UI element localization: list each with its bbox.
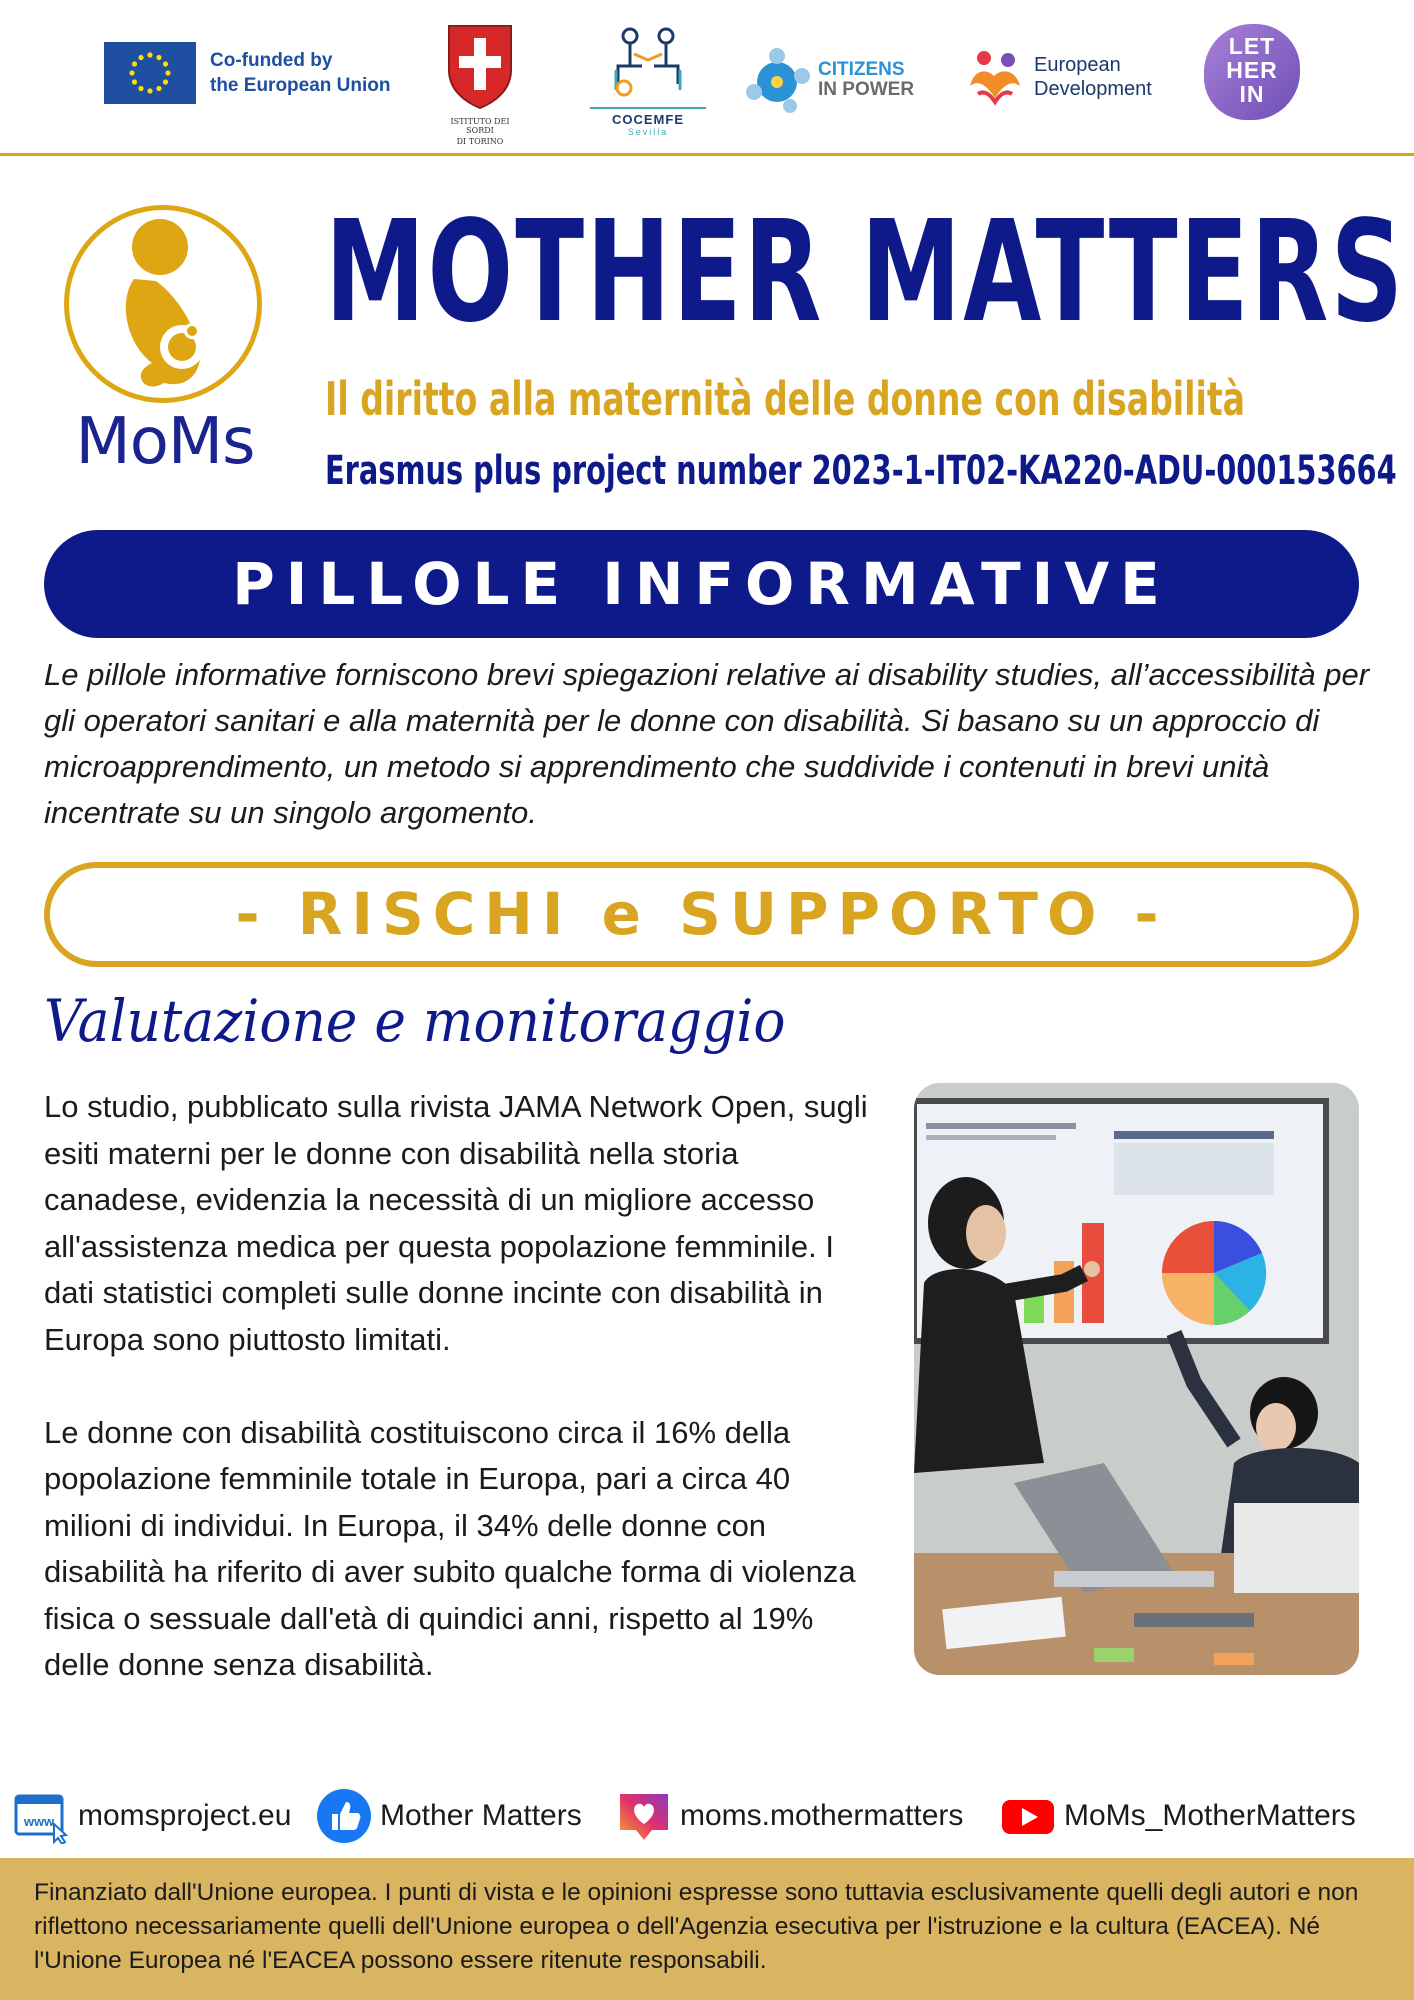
moms-logo bbox=[60, 205, 270, 485]
cocemfe-name: COCEMFE bbox=[590, 107, 706, 127]
website-label: momsproject.eu bbox=[78, 1799, 292, 1832]
instagram-heart-icon bbox=[616, 1788, 672, 1844]
presentation-photo bbox=[914, 1083, 1359, 1675]
social-links-bar bbox=[14, 1788, 1414, 1844]
eu-disclaimer-footer bbox=[0, 1858, 1414, 2000]
istituto-caption-2: DI TORINO bbox=[456, 137, 504, 146]
svg-text:www: www bbox=[23, 1814, 55, 1829]
citizens-puzzle-icon bbox=[742, 46, 812, 114]
eu-text-line1: Co-funded by bbox=[210, 50, 333, 71]
article-body bbox=[44, 1084, 874, 1689]
website-link[interactable] bbox=[14, 1788, 291, 1844]
paragraph-1: Lo studio, pubblicato sulla rivista JAMA Network Open, sugli esiti materni per le donne con disabilità nella storia canadese, evidenzia la necessità di un migliore accesso all'assistenza medica per questa popolazione femminile. I dati statistici completi sulle donne incinte con disabilità in Europa sono piuttosto limitati. bbox=[44, 1089, 868, 1357]
instagram-label: moms.mothermatters bbox=[680, 1799, 964, 1832]
european-development-logo bbox=[964, 46, 1152, 108]
people-table-icon bbox=[608, 24, 688, 100]
lether-line3: IN bbox=[1239, 81, 1265, 107]
youtube-link[interactable] bbox=[1000, 1788, 1356, 1844]
istituto-sordi-torino-logo bbox=[440, 22, 520, 146]
facebook-label: Mother Matters bbox=[380, 1799, 582, 1832]
page-title: MOTHER MATTERS bbox=[325, 191, 1406, 354]
info-pill-banner: PILLOLE INFORMATIVE bbox=[44, 530, 1359, 638]
moms-logo-label: MoMs bbox=[75, 405, 255, 479]
facebook-like-icon bbox=[316, 1788, 372, 1844]
partner-logo-bar bbox=[0, 0, 1414, 155]
intro-text: Le pillole informative forniscono brevi spiegazioni relative ai disability studies, all’accessibilità per gli operatori sanitari e alla maternità per le donne con disabilità. Si basano su un approccio di microapprendimento, un metodo si apprendimento che suddivide i contenuti in brevi unità incentrate su un singolo argomento. bbox=[44, 657, 1370, 830]
section-heading: Valutazione e monitoraggio bbox=[44, 987, 786, 1055]
mother-child-icon bbox=[60, 205, 270, 415]
topic-pill-banner: - RISCHI e SUPPORTO - bbox=[44, 862, 1359, 967]
cocemfe-sub: Sevilla bbox=[627, 127, 669, 137]
youtube-label: MoMs_MotherMatters bbox=[1064, 1799, 1356, 1832]
red-cross-shield-icon bbox=[445, 22, 515, 110]
citizens-in-power-logo bbox=[742, 46, 914, 114]
istituto-caption-1: ISTITUTO DEI SORDI bbox=[450, 117, 510, 135]
lether-line1: LET bbox=[1228, 33, 1276, 59]
paragraph-2: Le donne con disabilità costituiscono circa il 16% della popolazione femminile totale in Europa, pari a circa 40 milioni di individui. In Europa, il 34% delle donne con disabilità ha riferito di aver subito qualche forma di violenza fisica o sessuale dall'età di quindici anni, rispetto al 19% delle donne senza disabilità. bbox=[44, 1414, 856, 1682]
project-number: Erasmus plus project number 2023-1-IT02-KA220-ADU-000153664 bbox=[325, 448, 1397, 494]
eu-flag-icon bbox=[104, 42, 196, 104]
youtube-play-icon bbox=[1000, 1788, 1056, 1844]
lether-line2: HER bbox=[1226, 57, 1278, 83]
citizens-line2: IN POWER bbox=[818, 79, 915, 100]
ed-line1: European bbox=[1034, 54, 1121, 76]
european-development-people-icon bbox=[964, 46, 1026, 108]
instagram-link[interactable] bbox=[616, 1788, 963, 1844]
ed-line2: Development bbox=[1034, 78, 1152, 100]
page-subtitle: Il diritto alla maternità delle donne con disabilità bbox=[325, 372, 1246, 426]
header-divider bbox=[0, 153, 1414, 156]
eu-cofunded-logo bbox=[104, 42, 391, 104]
let-her-in-logo bbox=[1204, 24, 1300, 120]
cocemfe-logo bbox=[590, 24, 706, 137]
disclaimer-text: Finanziato dall'Unione europea. I punti di vista e le opinioni espresse sono tuttavia esclusivamente quelli degli autori e non riflettono necessariamente quelli dell'Unione europea o dell'Agenzia esecutiva per l'istruzione e la cultura (EACEA). Né l'Unione Europea né l'EACEA possono essere ritenute responsabili. bbox=[34, 1879, 1359, 1974]
facebook-link[interactable] bbox=[316, 1788, 582, 1844]
citizens-line1: CITIZENS bbox=[818, 59, 905, 80]
website-www-icon bbox=[14, 1788, 70, 1844]
eu-text-line2: the European Union bbox=[210, 75, 391, 96]
